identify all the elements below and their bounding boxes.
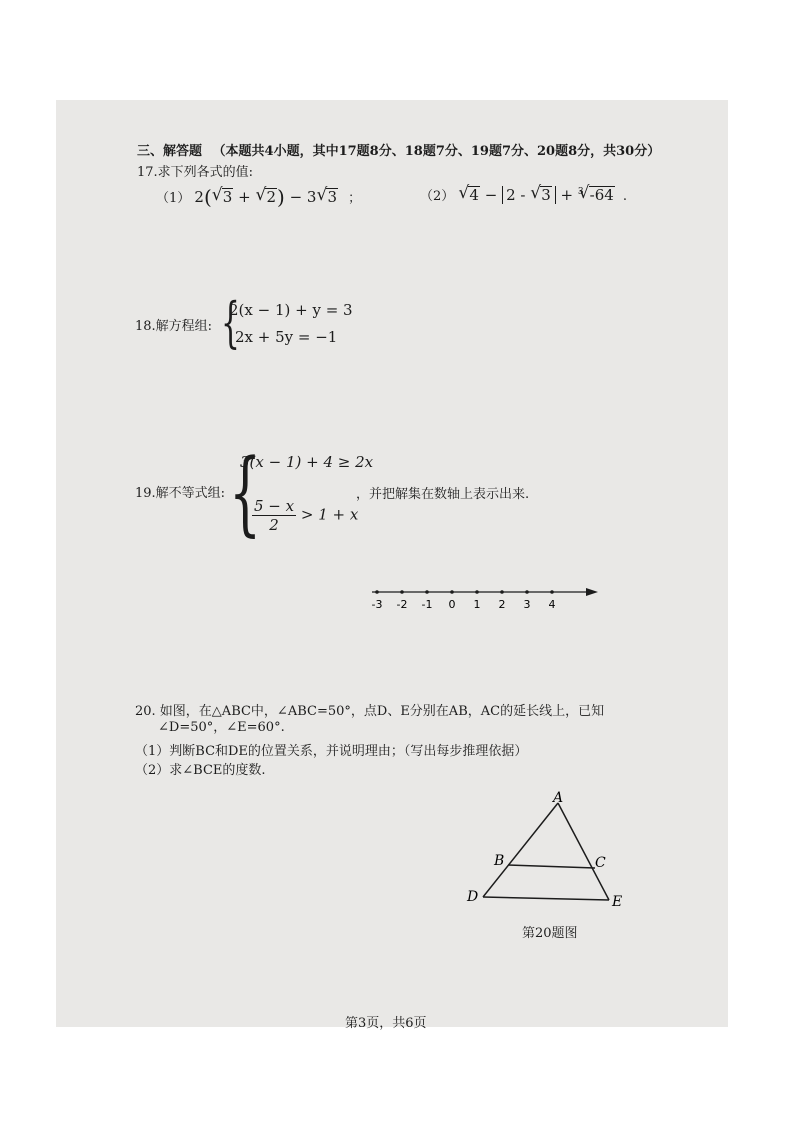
number-line-ticks: [372, 590, 556, 611]
q19-fraction-numerator: 5 − x: [254, 497, 295, 515]
number-line-tick: [400, 590, 404, 594]
point-B-label: B: [494, 853, 505, 869]
segment-AD: [483, 803, 558, 897]
q20-line-1: 20. 如图，在△ABC中，∠ABC=50°，点D、E分别在AB，AC的延长线上，已知: [135, 704, 605, 719]
section-header: [137, 140, 660, 159]
q17-part2-label: （2）: [420, 189, 455, 204]
number-line-tick: [550, 590, 554, 594]
point-C-label: C: [595, 855, 606, 871]
number-line-tick: [525, 590, 529, 594]
number-line-label: 3: [523, 598, 531, 611]
page-footer: 第3页，共6页: [345, 1016, 427, 1031]
q17-part1-label: （1）: [156, 191, 191, 206]
q19-fraction-denominator: 2: [269, 516, 279, 534]
number-line-label: -3: [371, 598, 383, 611]
q18-equation-1: 2(x − 1) + y = 3: [229, 301, 353, 319]
point-A-label: A: [553, 790, 564, 806]
q20-line-2: ∠D=50°，∠E=60°.: [158, 720, 285, 735]
q19-brace: {: [229, 439, 262, 546]
number-line-tick: [450, 590, 454, 594]
q20-part-1: （1）判断BC和DE的位置关系，并说明理由；（写出每步推理依据）: [135, 744, 528, 759]
q19-inequality-2: [252, 497, 358, 534]
q17-prompt: 17.求下列各式的值:: [137, 165, 254, 180]
number-line-tick: [500, 590, 504, 594]
q19-tail: ，并把解集在数轴上表示出来.: [356, 487, 530, 502]
q19-fraction: [252, 497, 296, 534]
number-line-tick: [475, 590, 479, 594]
number-line-label: -2: [396, 598, 408, 611]
number-line: [360, 578, 610, 612]
q17-part1: [156, 185, 361, 209]
q19-prompt: 19.解不等式组:: [135, 486, 226, 501]
triangle-figure: [460, 785, 630, 915]
number-line-tick: [375, 590, 379, 594]
number-line-label: -1: [421, 598, 433, 611]
point-D-label: D: [467, 889, 479, 905]
q17-part1-expression: 2(√ 3 + √ 2) − 3√ 3: [194, 188, 338, 206]
section-title: 三、解答题: [137, 144, 203, 159]
number-line-label: 0: [448, 598, 456, 611]
q17-part2-end: .: [622, 189, 628, 204]
segment-AE: [558, 803, 609, 900]
q17-part2: [420, 185, 627, 204]
number-line-label: 2: [498, 598, 506, 611]
q18-prompt: 18.解方程组:: [135, 319, 213, 334]
segment-BC: [508, 865, 595, 868]
number-line-label: 1: [473, 598, 481, 611]
number-line-label: 4: [548, 598, 556, 611]
q18-equation-2: 2x + 5y = −1: [235, 328, 338, 346]
q17-part1-end: ；: [348, 191, 362, 206]
section-note: （本题共4小题，其中17题8分、18题7分、19题7分、20题8分，共30分）: [212, 144, 661, 159]
q20-part-2: （2）求∠BCE的度数.: [135, 763, 266, 778]
number-line-arrow: [586, 588, 598, 596]
q19-inequality-2-rhs: > 1 + x: [300, 505, 359, 524]
q19-inequality-1: 3(x − 1) + 4 ≥ 2x: [240, 453, 374, 471]
point-E-label: E: [612, 894, 623, 910]
q18-brace: {: [221, 291, 240, 354]
number-line-tick: [425, 590, 429, 594]
segment-DE: [483, 897, 609, 900]
q17-part2-expression: √ 4 − 2 - √ 3 + $^3$√ -64: [458, 186, 614, 204]
figure-caption: 第20题图: [522, 926, 578, 941]
